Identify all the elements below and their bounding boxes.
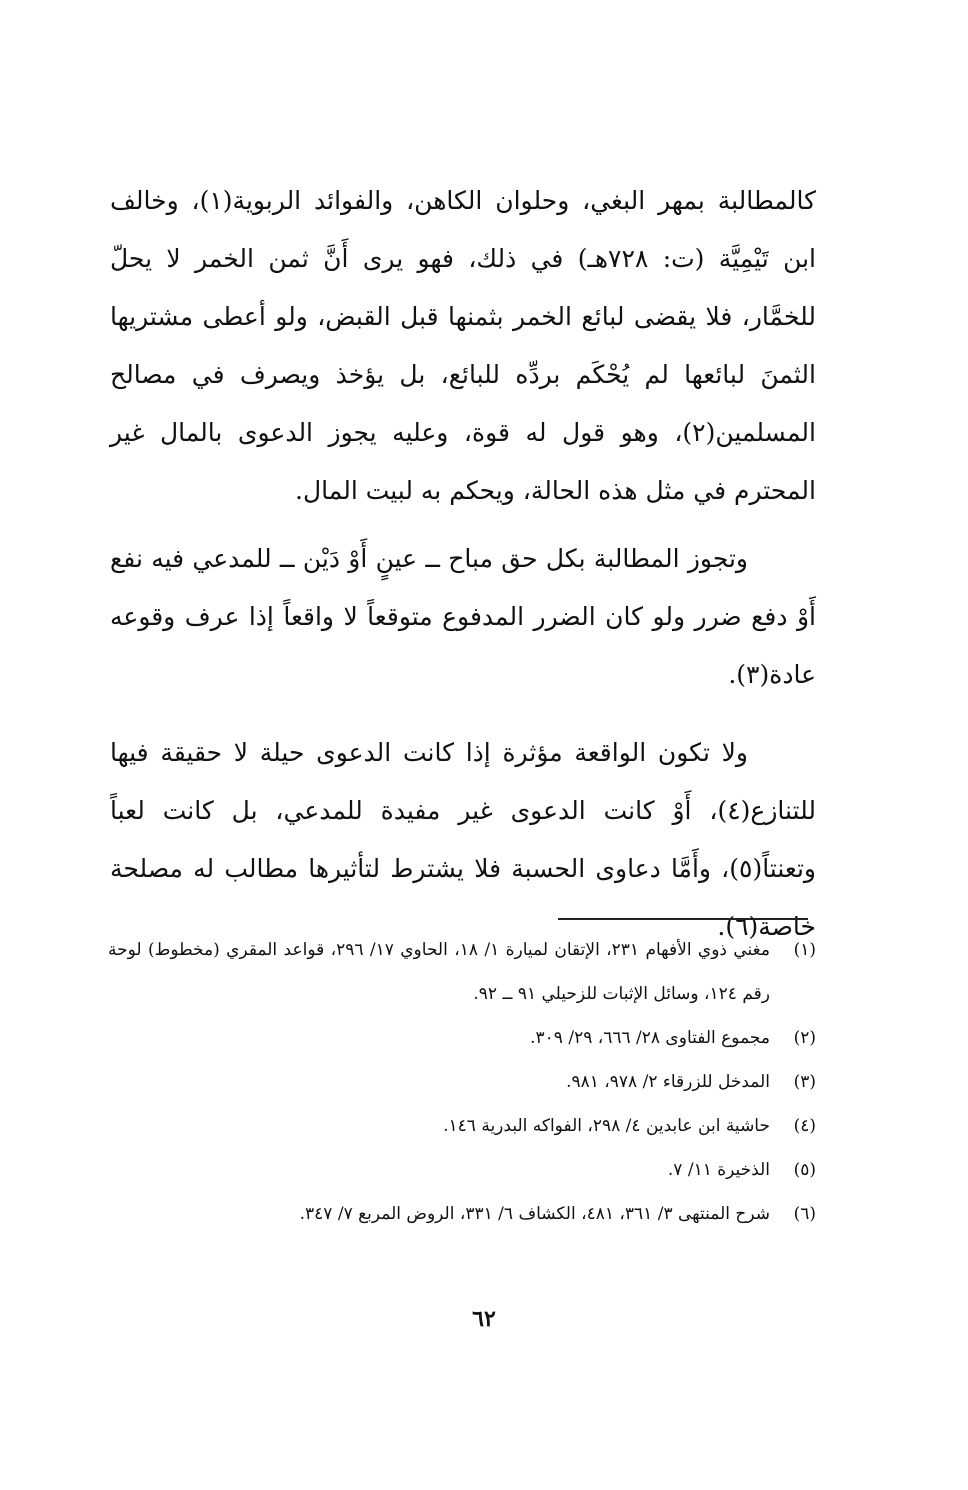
main-text bbox=[110, 172, 816, 956]
footnote-text: مغني ذوي الأفهام ٢٣١، الإتقان لميارة ١/ ١٨، الحاوي ١٧/ ٢٩٦، قواعد المقري (مخطوط) لوحة رقم ١٢٤، وسائل الإثبات للزحيلي ٩١ ــ ٩٢. bbox=[108, 940, 770, 1004]
footnote-text: شرح المنتهى ٣/ ٣٦١، ٤٨١، الكشاف ٦/ ٣٣١، الروض المربع ٧/ ٣٤٧. bbox=[299, 1204, 770, 1224]
footnote bbox=[108, 1148, 816, 1192]
footnote-number: (٤) bbox=[793, 1116, 816, 1136]
footnote-number: (٣) bbox=[793, 1072, 816, 1092]
footnote-text: حاشية ابن عابدين ٤/ ٢٩٨، الفواكه البدرية ١٤٦. bbox=[443, 1116, 770, 1136]
footnotes bbox=[108, 928, 816, 1236]
footnote bbox=[108, 928, 816, 1016]
footnote-text: الذخيرة ١١/ ٧. bbox=[667, 1160, 770, 1180]
footnote bbox=[108, 1016, 816, 1060]
footnote bbox=[108, 1104, 816, 1148]
footnote-number: (٥) bbox=[793, 1160, 816, 1180]
footnote-number: (٦) bbox=[793, 1204, 816, 1224]
paragraph: كالمطالبة بمهر البغي، وحلوان الكاهن، والفوائد الربوية(١)، وخالف ابن تَيْمِيَّة (ت: ٧٢٨هـ) في ذلك، فهو يرى أَنَّ ثمن الخمر لا يحلّ للخمَّار، فلا يقضى لبائع الخمر بثمنها قبل القبض، ولو أعطى مشتريها الثمنَ لبائعها لم يُحْكَم بردِّه للبائع، بل يؤخذ ويصرف في مصالح المسلمين(٢)، وهو قول له قوة، وعليه يجوز الدعوى بالمال غير المحترم في مثل هذه الحالة، ويحكم به لبيت المال. bbox=[110, 186, 817, 505]
footnote-number: (١) bbox=[793, 940, 816, 960]
footnote bbox=[108, 1060, 816, 1104]
paragraph: وتجوز المطالبة بكل حق مباح ــ عينٍ أَوْ دَيْن ــ للمدعي فيه نفع أَوْ دفع ضرر ولو كان الضرر المدفوع متوقعاً لا واقعاً إذا عرف وقوعه عادة(٣). bbox=[110, 544, 816, 689]
footnote bbox=[108, 1192, 816, 1236]
page-number: ٦٢ bbox=[472, 1306, 496, 1332]
footnote-divider bbox=[558, 918, 808, 920]
footnote-number: (٢) bbox=[793, 1028, 816, 1048]
footnote-text: مجموع الفتاوى ٢٨/ ٦٦٦، ٢٩/ ٣٠٩. bbox=[530, 1028, 770, 1048]
paragraph: ولا تكون الواقعة مؤثرة إذا كانت الدعوى حيلة لا حقيقة فيها للتنازع(٤)، أَوْ كانت الدعوى غير مفيدة للمدعي، بل كانت لعباً وتعنتاً(٥)، وأَمَّا دعاوى الحسبة فلا يشترط لتأثيرها مطالب له مصلحة خاصة(٦). bbox=[110, 738, 816, 941]
footnote-text: المدخل للزرقاء ٢/ ٩٧٨، ٩٨١. bbox=[566, 1072, 770, 1092]
